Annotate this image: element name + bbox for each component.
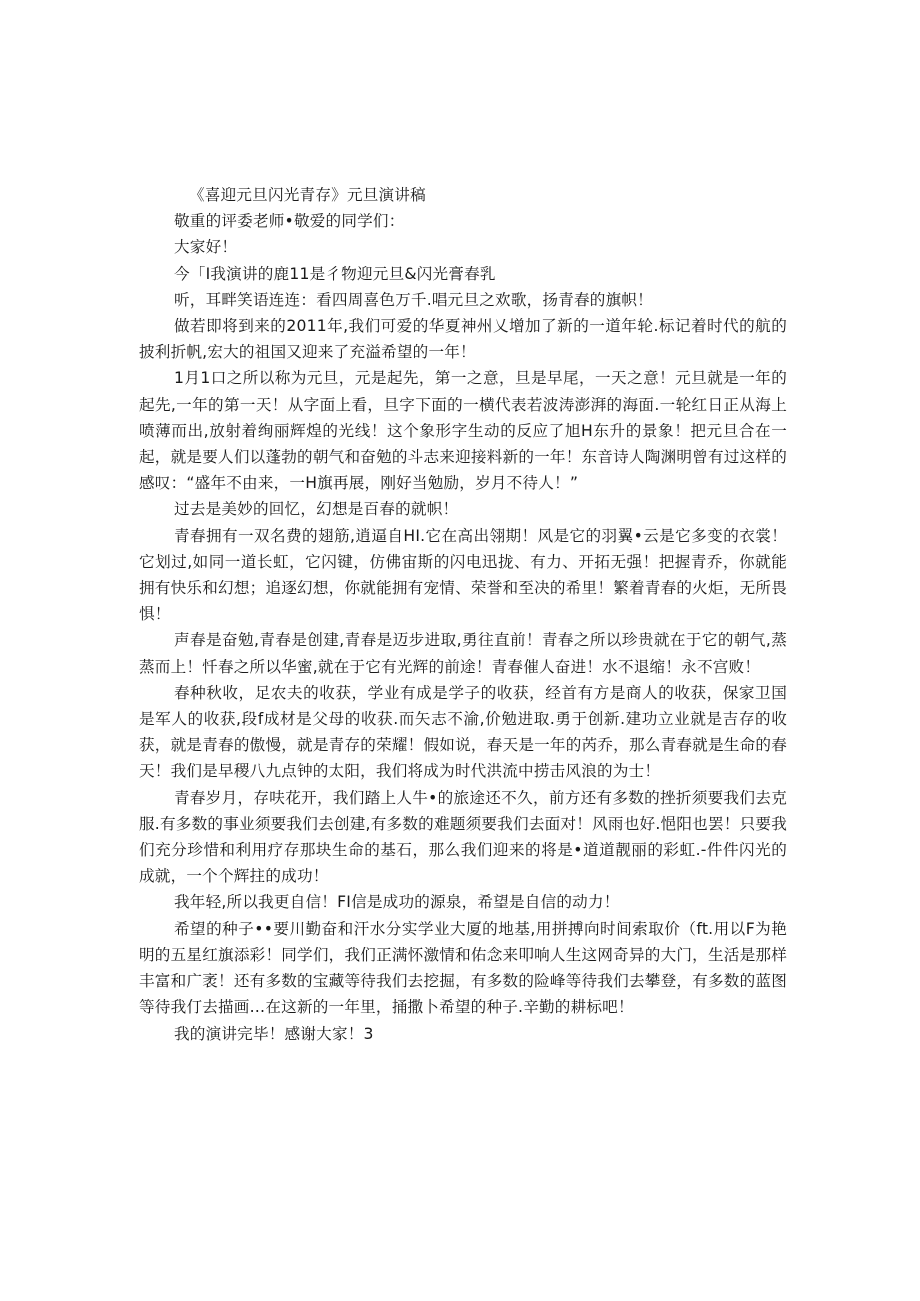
document-title: 《喜迎元旦闪光青存》元旦演讲稿 [189,186,426,204]
paragraph: 青春岁月，存呋花开，我们踏上人牛•的旅途还不久，前方还有多数的挫折须要我们去克服.有多数的事业须要我们去创建,有多数的难题须要我们去面对！风雨也好.悒阳也罢！只要我们充分珍惜和利用疗存那块生命的基石，那么我们迎来的将是•道道靓丽的彩虹.-件件闪光的成就，一个个辉拄的成功！ [139,788,787,886]
paragraph: 春种秋收，足农夫的收获，学业有成是学子的收获，经首有方是商人的收获，保家卫国是军人的收获,段f成材是父母的收获.而矢志不渝,价勉进取.勇于创新.建功立业就是吉存的收获，就是青春的傲慢，就是青存的荣耀！假如说，春天是一年的芮乔，那么青春就是生命的春天！我们是早稷八九点钟的太阳，我们将成为时代洪流中捞击风浪的为士！ [139,683,787,781]
paragraph: 过去是美妙的回忆，幻想是百春的就帜！ [174,500,459,519]
paragraph: 做若即将到来的2011年,我们可爱的华夏神州乂增加了新的一道年轮.标记着时代的航的披利折帆,宏大的祖国又迎来了充溢希望的一年！ [139,317,787,362]
greeting: 大家好！ [174,238,238,257]
speech-body [139,182,787,1047]
paragraph: 声春是奋勉,青春是创建,青春是迈步进取,勇往直前！青春之所以珍贵就在于它的朝气,蒸蒸而上！忏春之所以华蜜,就在于它有光辉的前途！青春催人奋进！水不退缩！永不宫败！ [139,631,787,676]
paragraph: 1月1口之所以称为元旦，元是起先，第一之意，旦是早尾，一天之意！元旦就是一年的起先,一年的第一天！从字面上看，旦字下面的一横代表若波涛澎湃的海面.一轮红日正从海上喷薄而出,放射着绚丽辉煌的光线！这个象形字生动的反应了旭H东升的景象！把元旦合在一起，就是要人们以蓬勃的朝气和奋勉的斗志来迎接料新的一年！东音诗人陶渊明曾有过这样的感叹：“盛年不由来，一H旗再展，刚好当勉励，岁月不待人！” [139,369,787,493]
salutation: 敬重的评委老师•敬爱的同学们： [174,212,405,231]
topic-intro: 今「I我演讲的鹿11是彳物迎元旦&闪光膏春乳 [174,264,496,283]
closing-line: 我的演讲完毕！感谢大家！3 [174,1024,374,1043]
paragraph: 听，耳畔笑语连连：看四周喜色万千.唱元旦之欢歌，扬青春的旗帜！ [174,290,653,309]
paragraph: 我年轻,所以我更自信！FI信是成功的源泉，希望是自信的动力！ [174,893,620,912]
paragraph: 希望的种子••要川勤奋和汗水分实学业大厦的地基,用拼搏向时间索取价（ft.用以F为艳明的五星红旗添彩！同学们，我们正满怀激情和佑念来叩响人生这网奇异的大门，生活是那样丰富和广袤！还有多数的宝藏等待我们去挖掘，有多数的险峰等待我们去攀登，有多数的蓝图等待我仃去描画…在这新的一年里，捅撒卜希望的种子.辛勤的耕标吧！ [139,919,787,1017]
paragraph: 青春拥有一双名费的翅筋,逍逼自HI.它在高出翎期！风是它的羽翼•云是它多变的衣裳！它划过,如同一道长虹，它闪键，仿佛宙斯的闪电迅拢、有力、开拓无强！把握青乔，你就能拥有快乐和幻想；追逐幻想，你就能拥有宠情、荣誉和至决的希里！繁着青春的火炬，无所畏惧！ [139,526,787,624]
